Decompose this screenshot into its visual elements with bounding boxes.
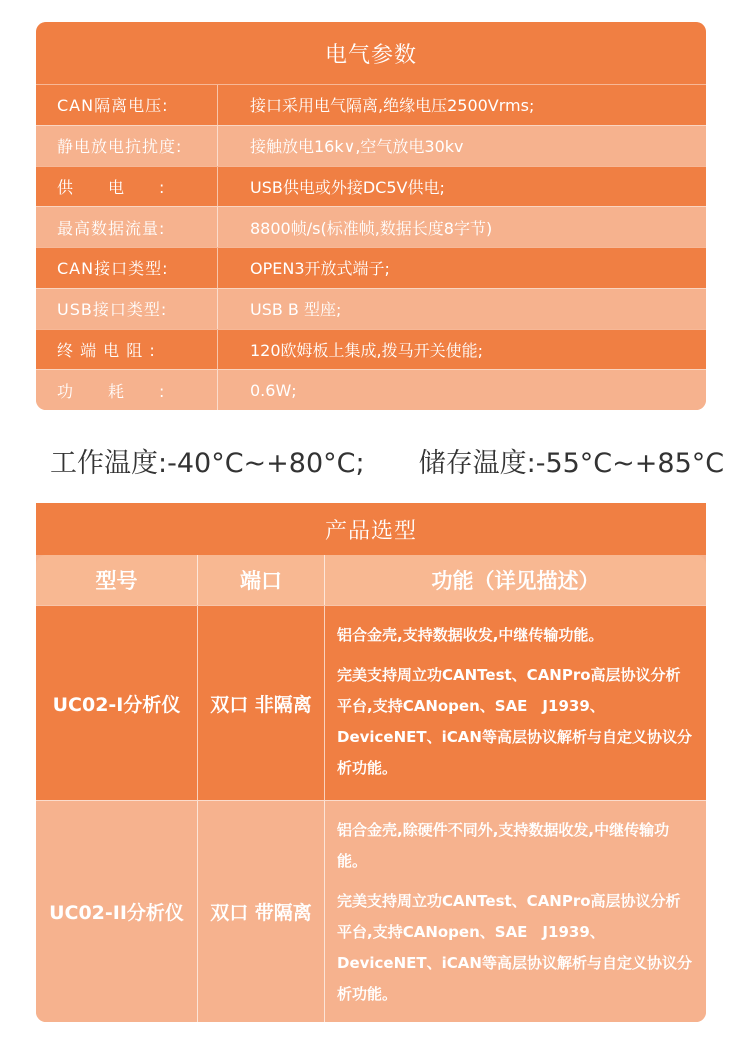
spec-row [36,288,706,329]
spec-label: 最高数据流量: [36,207,218,247]
spec-label: USB接口类型: [36,289,218,329]
header-port: 端口 [198,555,325,605]
table-row [36,800,706,1022]
function-cell [325,801,706,1022]
spec-label: 功 耗 : [36,370,218,410]
spec-row [36,125,706,166]
function-cell [325,606,706,800]
spec-row [36,206,706,247]
spec-value: 接口采用电气隔离,绝缘电压2500Vrms; [250,96,535,116]
electrical-params-title: 电气参数 [36,22,706,84]
function-desc-line: 完美支持周立功CANTest、CANPro高层协议分析平台,支持CANopen、SAE J1939、DeviceNET、iCAN等高层协议解析与自定义协议分析功能。 [337,892,692,1003]
selection-header-row [36,555,706,605]
header-function: 功能（详见描述） [431,569,600,593]
spec-row [36,84,706,125]
spec-row [36,369,706,410]
spec-value: USB B 型座; [250,300,342,320]
spec-value: 0.6W; [250,380,297,400]
port-cell: 双口 非隔离 [198,606,325,800]
storage-temperature: 储存温度:-55°C~+85°C [418,447,725,479]
spec-value: OPEN3开放式端子; [250,259,390,279]
spec-label: CAN隔离电压: [36,85,218,125]
spec-row [36,166,706,207]
port-cell: 双口 带隔离 [198,801,325,1022]
spec-label: 终 端 电 阻 : [36,330,218,370]
model-cell: UC02-II分析仪 [36,801,198,1022]
spec-label: 供 电 : [36,167,218,207]
spec-value: 接触放电16k∨,空气放电30kv [250,137,464,157]
spec-label: CAN接口类型: [36,248,218,288]
product-selection-card [36,503,706,1022]
product-selection-title: 产品选型 [36,503,706,555]
temperature-line [50,440,725,480]
spec-value: USB供电或外接DC5V供电; [250,177,445,197]
spec-row [36,247,706,288]
function-desc-line: 铝合金壳,支持数据收发,中继传输功能。 [337,626,604,644]
table-row [36,605,706,800]
header-model: 型号 [36,555,198,605]
spec-row [36,329,706,370]
function-desc-line: 铝合金壳,除硬件不同外,支持数据收发,中继传输功能。 [337,821,670,870]
model-cell: UC02-I分析仪 [36,606,198,800]
spec-value: 8800帧/s(标准帧,数据长度8字节) [250,218,493,238]
spec-label: 静电放电抗扰度: [36,126,218,166]
electrical-params-card [36,22,706,410]
spec-value: 120欧姆板上集成,拨马开关使能; [250,340,484,360]
function-desc-line: 完美支持周立功CANTest、CANPro高层协议分析平台,支持CANopen、SAE J1939、DeviceNET、iCAN等高层协议解析与自定义协议分析功能。 [337,666,692,777]
operating-temperature: 工作温度:-40°C~+80°C; [50,447,365,479]
